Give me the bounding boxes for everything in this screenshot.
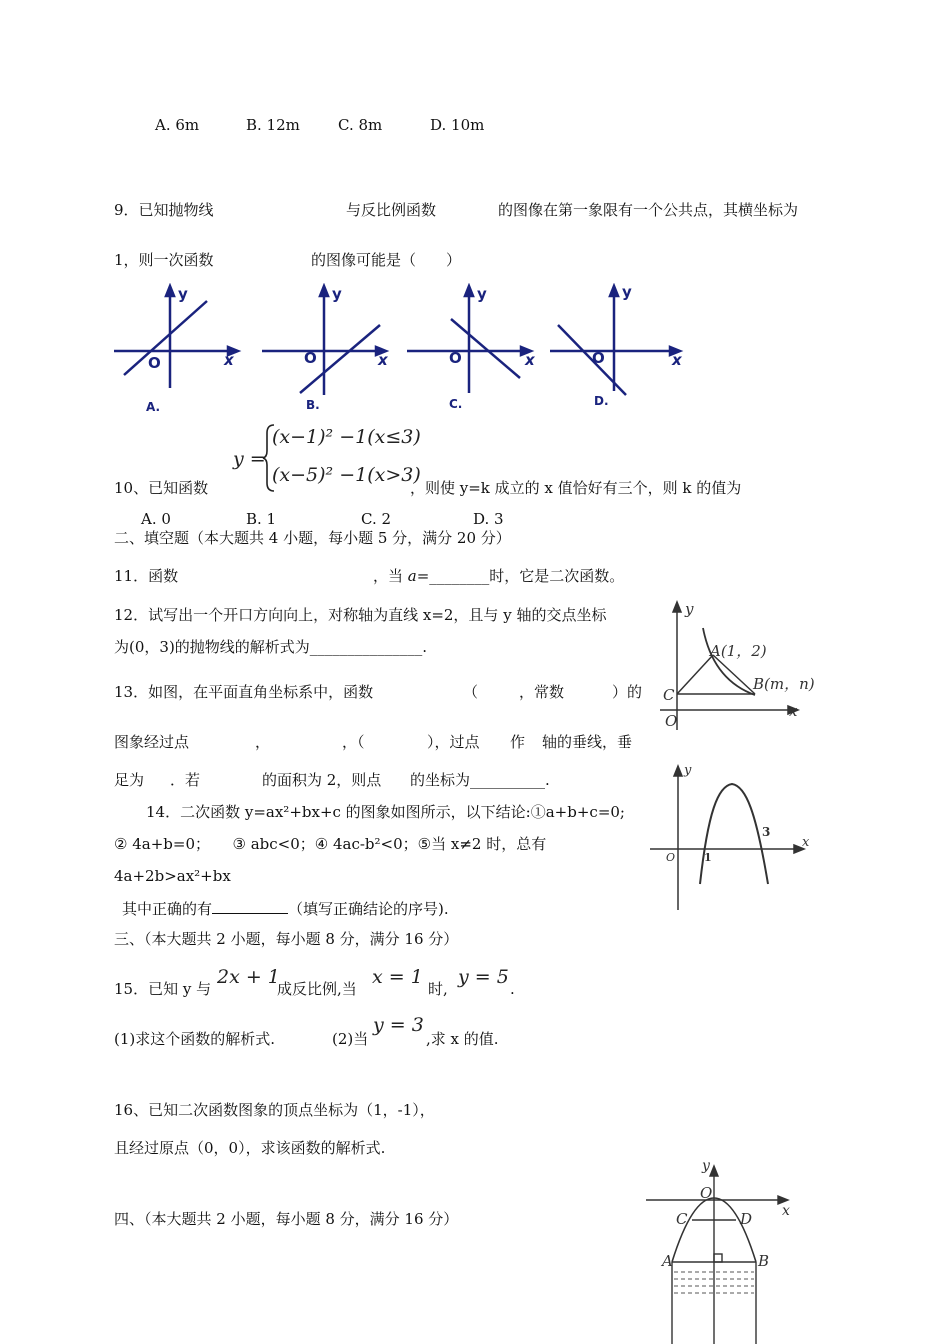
q15-expr-2: x = 1 <box>372 966 423 988</box>
q13-text-c: ，常数 <box>519 683 565 701</box>
q15-text-d: . <box>510 980 515 998</box>
q14-fig-one: 1 <box>704 851 712 864</box>
section-3-title: 三、（本大题共 2 小题，每小题 8 分，满分 16 分） <box>114 930 459 948</box>
q10-option-a: A. 0 <box>141 510 171 528</box>
q13-text-i: 作 <box>510 733 526 751</box>
q9-d-x-label: x <box>672 351 682 369</box>
q14-fig-y: y <box>684 763 692 778</box>
section-2-title: 二、填空题（本大题共 4 小题，每小题 5 分，满分 20 分） <box>114 529 511 547</box>
q11-text-a: 11．函数 <box>114 567 179 585</box>
q9-text-a: 9．已知抛物线 <box>114 201 214 219</box>
q17-figure <box>640 1158 810 1344</box>
q8-option-d: D. 10m <box>430 116 485 134</box>
q9-c-origin-label: O <box>449 349 462 367</box>
q11-blank: =________时，它是二次函数。 <box>416 567 625 585</box>
q9-text-d: 1，则一次函数 <box>114 251 214 269</box>
q8-option-c: C. 8m <box>338 116 383 134</box>
q14-fig-x: x <box>802 835 810 850</box>
q15-expr-4: y = 3 <box>373 1014 424 1036</box>
q15-expr-3: y = 5 <box>458 966 509 988</box>
q11-text-b <box>373 567 624 585</box>
q13-fig-y: y <box>685 600 694 618</box>
q10-piece-1: (x−1)² −1(x≤3) <box>272 426 421 448</box>
q13-text-b: （ <box>463 683 479 701</box>
q14-answer-label: 其中正确的有 <box>122 900 213 918</box>
q15-part-1: (1)求这个函数的解析式. <box>114 1030 276 1048</box>
q17-fig-c: C <box>676 1210 688 1228</box>
q9-c-option-label: C. <box>449 397 463 411</box>
q14-figure <box>648 762 820 912</box>
q17-fig-o: O <box>700 1184 713 1202</box>
q15-part-2a: (2)当 <box>332 1030 369 1048</box>
q9-text-e: 的图像可能是（ ） <box>311 251 462 269</box>
q17-fig-d: D <box>740 1210 753 1228</box>
q9-b-x-label: x <box>378 351 388 369</box>
q13-text-k: 足为 <box>114 771 145 789</box>
q11-var: a <box>407 567 417 585</box>
q15-text-b: 成反比例,当 <box>277 980 357 998</box>
q9-d-y-label: y <box>622 283 632 301</box>
q15-text-a: 15．已知 y 与 <box>114 980 212 998</box>
q9-c-x-label: x <box>525 351 535 369</box>
q13-text-a: 13．如图，在平面直角坐标系中，函数 <box>114 683 374 701</box>
q9-text-c: 的图像在第一象限有一个公共点，其横坐标为 <box>498 201 799 219</box>
q13-figure <box>655 600 815 735</box>
q16-line-2: 且经过原点（0，0），求该函数的解析式. <box>114 1139 386 1157</box>
q14-line-1: 14．二次函数 y=ax²+bx+c 的图象如图所示，以下结论:①a+b+c=0; <box>146 803 625 821</box>
q14-fig-three: 3 <box>762 825 771 839</box>
q13-text-n: 的坐标为__________. <box>410 771 550 789</box>
q10-option-c: C. 2 <box>361 510 392 528</box>
q10-option-d: D. 3 <box>473 510 504 528</box>
q14-answer-blank <box>212 899 288 914</box>
q14-line-3: 4a+2b>ax²+bx <box>114 867 231 885</box>
q15-expr-1: 2x + 1 <box>217 966 280 988</box>
q14-answer-hint: （填写正确结论的序号). <box>288 900 449 918</box>
q8-option-b: B. 12m <box>246 116 300 134</box>
q9-c-y-label: y <box>477 285 487 303</box>
q13-fig-c: C <box>663 686 675 704</box>
q13-text-h: ），过点 <box>427 733 480 751</box>
q9-a-x-label: x <box>224 351 234 369</box>
q12-line-1: 12．试写出一个开口方向向上，对称轴为直线 x=2，且与 y 轴的交点坐标 <box>114 606 607 624</box>
section-4-title: 四、（本大题共 2 小题，每小题 8 分，满分 16 分） <box>114 1210 459 1228</box>
q17-fig-b: B <box>758 1252 770 1270</box>
q9-b-origin-label: O <box>304 349 317 367</box>
q15-part-2b: ,求 x 的值. <box>426 1030 499 1048</box>
q13-fig-b: B(m，n) <box>753 675 815 693</box>
q9-graph-d <box>548 283 688 413</box>
q17-fig-y: y <box>702 1158 710 1174</box>
q10-text-b: ，则使 y=k 成立的 x 值恰好有三个，则 k 的值为 <box>410 479 742 497</box>
q9-text-b: 与反比例函数 <box>346 201 437 219</box>
q9-graph-a <box>112 283 247 413</box>
q9-d-origin-label: O <box>592 349 605 367</box>
q14-line-2: ② 4a+b=0； ③ abc<0；④ 4ac-b²<0；⑤当 x≠2 时，总有 <box>114 835 547 853</box>
q13-text-m: 的面积为 2，则点 <box>262 771 382 789</box>
q13-fig-a: A(1，2) <box>710 642 767 660</box>
q16-line-1: 16、已知二次函数图象的顶点坐标为（1，-1）， <box>114 1101 435 1119</box>
q15-text-c: 时, <box>428 980 448 998</box>
q13-text-g: ，（ <box>342 733 365 751</box>
q10-text-a: 10、已知函数 <box>114 479 209 497</box>
q13-text-l: ．若 <box>170 771 201 789</box>
q13-text-d: ）的 <box>612 683 643 701</box>
q14-fig-o: O <box>666 851 676 864</box>
q9-b-y-label: y <box>332 285 342 303</box>
q8-option-a: A. 6m <box>155 116 200 134</box>
q10-piece-2: (x−5)² −1(x>3) <box>272 464 421 486</box>
q13-fig-o: O <box>665 712 678 730</box>
q13-text-j: 轴的垂线，垂 <box>542 733 633 751</box>
q9-graph-c <box>405 283 540 413</box>
q9-b-option-label: B. <box>306 398 320 412</box>
q14-line-4 <box>122 899 449 918</box>
q9-a-origin-label: O <box>148 354 161 372</box>
q9-graph-b <box>260 283 395 413</box>
q11-when: ，当 <box>373 567 408 585</box>
q17-fig-x: x <box>782 1203 790 1219</box>
q9-a-y-label: y <box>178 285 188 303</box>
q10-formula-y: y = <box>233 448 266 470</box>
q9-d-option-label: D. <box>594 394 609 408</box>
q12-line-2: 为(0，3)的抛物线的解析式为_______________. <box>114 638 428 656</box>
q10-option-b: B. 1 <box>246 510 277 528</box>
q13-text-e: 图象经过点 <box>114 733 190 751</box>
q9-a-option-label: A. <box>146 400 161 413</box>
q13-text-f: ， <box>255 733 271 751</box>
q17-fig-a: A <box>662 1252 673 1270</box>
q13-fig-x: x <box>789 702 798 720</box>
